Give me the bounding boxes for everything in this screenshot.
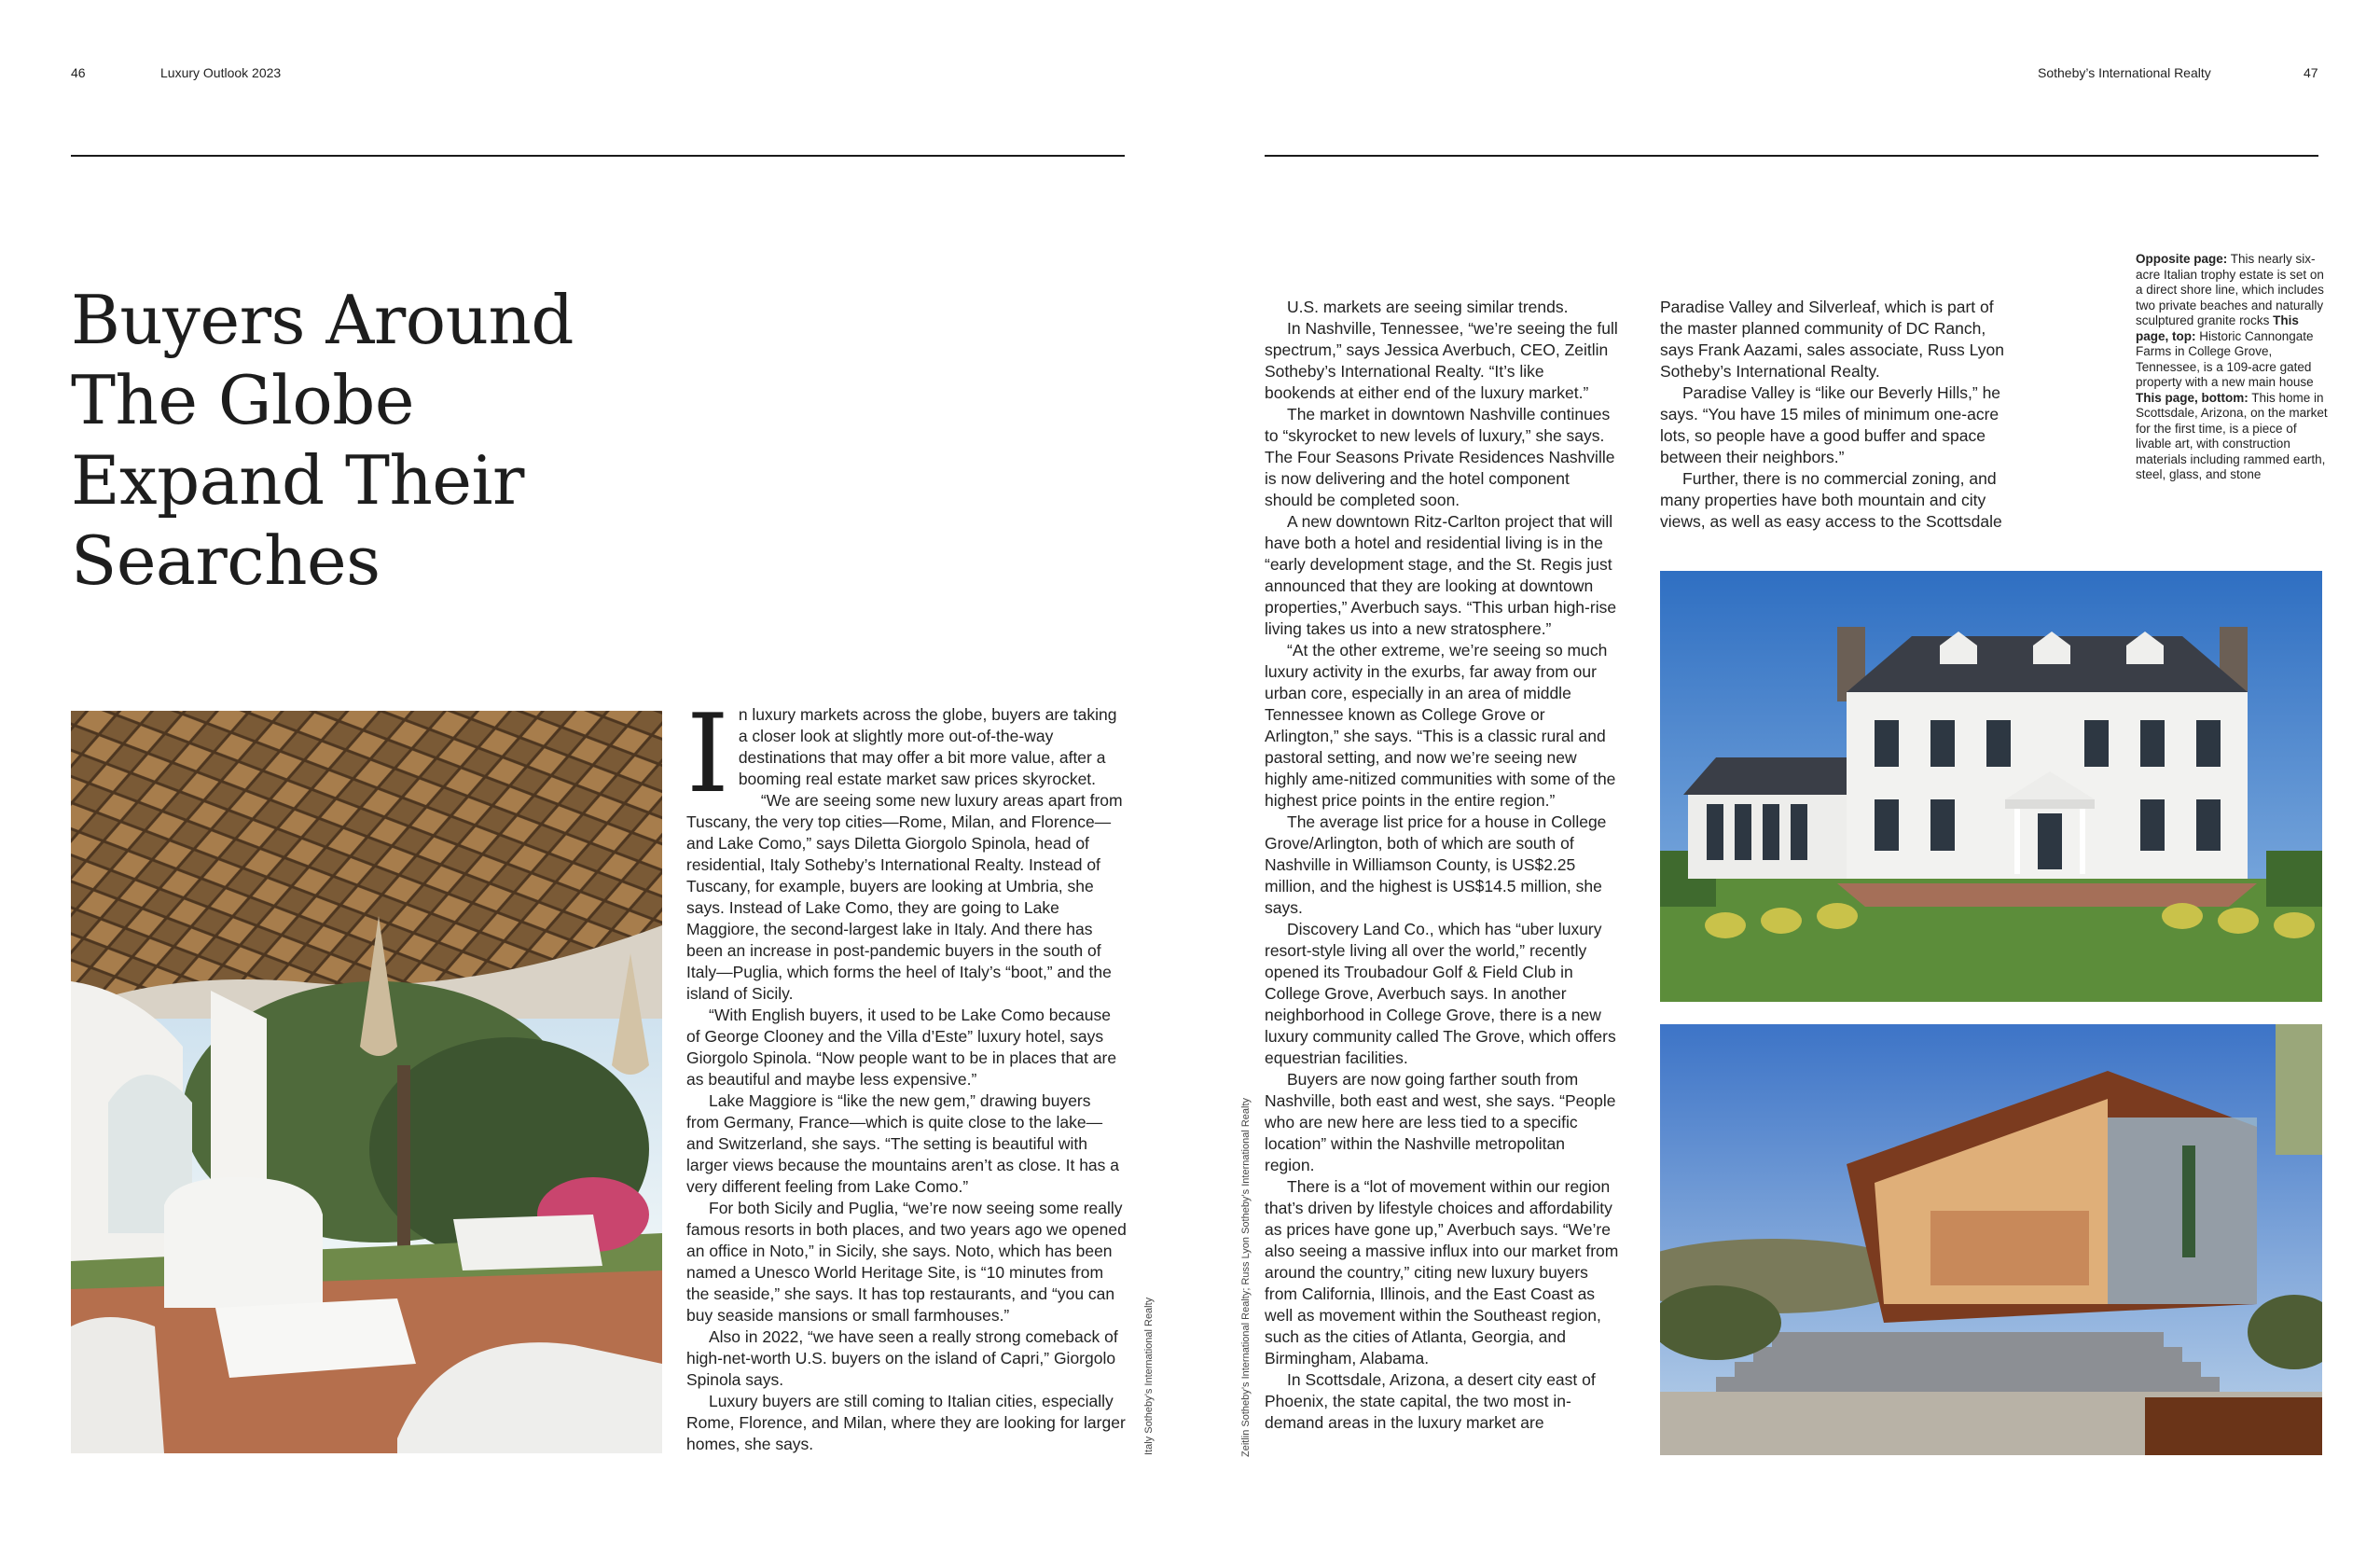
body-paragraph: Luxury buyers are still coming to Italian cities, especially Rome, Florence, and Milan, where they are looking for larger homes, she says. [686, 1392, 1126, 1453]
headline-line: Buyers Around [71, 281, 574, 359]
body-paragraph: A new downtown Ritz-Carlton project that will have both a hotel and residential living is in the “early development stage, and the St. Regis just announced that they are looking at downtown properties,” Averbuch says. “This urban high-rise living takes us into a new stratosphere.” [1265, 512, 1617, 638]
body-paragraph: “At the other extreme, we’re seeing so much luxury activity in the exurbs, far away from our urban core, especially in an area of middle Tennessee known as College Grove or Arlington,” she says. “This is a classic rural and pastoral setting, and now we’re seeing new highly ame-nitized communities with some of the highest price points in the entire region.” [1265, 641, 1616, 810]
body-paragraph: Buyers are now going farther south from Nashville, both east and west, she says. “People who are new here are less tied to a specific location” within the Nashville metropolitan region. [1265, 1070, 1616, 1174]
body-paragraph: There is a “lot of movement within our region that’s driven by lifestyle choices and affordability as prices have gone up,” Averbuch says. “We’re also seeing a massive influx into our market from around the country,” citing new luxury buyers from California, Illinois, and the East Coast as well as movement within the Southeast region, such as the cities of Atlanta, Georgia, and Birmingham, Alabama. [1265, 1177, 1619, 1367]
article-column-2 [1265, 297, 1619, 1434]
body-paragraph: Discovery Land Co., which has “uber luxury resort-style living all over the world,” recently opened its Troubadour Golf & Field Club in College Grove, Averbuch says. In another neighborhood in College Grove, there is a new luxury community called The Grove, which offers equestrian facilities. [1265, 920, 1616, 1067]
headline-line: The Globe [71, 361, 414, 439]
body-paragraph: Also in 2022, “we have seen a really strong comeback of high-net-worth U.S. buyers on the island of Capri,” Giorgolo Spinola says. [686, 1327, 1118, 1389]
article-column-3 [1660, 297, 2020, 533]
headline [71, 280, 593, 601]
right-page-number: 47 [2304, 65, 2318, 80]
photo-credit-right: Zeitlin Sotheby’s International Realty; Russ Lyon Sotheby’s International Realty [1240, 1097, 1252, 1457]
body-paragraph: Paradise Valley is “like our Beverly Hills,” he says. “You have 15 miles of minimum one-acre lots, so people have a good buffer and space between their neighbors.” [1660, 383, 2001, 466]
body-paragraph: The average list price for a house in College Grove/Arlington, both of which are south of Nashville in Williamson County, is US$2.25 million, and the highest is US$14.5 million, she says. [1265, 812, 1607, 917]
drop-cap: I [686, 691, 729, 817]
body-paragraph: Lake Maggiore is “like the new gem,” drawing buyers from Germany, France—which is quite close to the lake—and Switzerland, she says. “The setting is beautiful with larger views because the mountains aren’t as close. It has a very different feeling from Lake Como.” [686, 1091, 1119, 1196]
italian-terrace-photo [71, 711, 662, 1453]
photo-caption [2136, 252, 2332, 483]
tennessee-house-photo [1660, 571, 2322, 1002]
body-paragraph: In Nashville, Tennessee, “we’re seeing the full spectrum,” says Jessica Averbuch, CEO, Zeitlin Sotheby’s International Realty. “It’s like bookends at either end of the luxury market.” [1265, 319, 1618, 402]
body-paragraph: In Scottsdale, Arizona, a desert city east of Phoenix, the state capital, the two most in-demand areas in the luxury market are [1265, 1370, 1596, 1432]
body-paragraph: n luxury markets across the globe, buyers are taking a closer look at slightly more out-of-the-way destinations that may offer a bit more value, after a booming real estate market saw prices skyrocket. [738, 705, 1117, 788]
left-running-head: Luxury Outlook 2023 [160, 65, 282, 80]
body-paragraph: “We are seeing some new luxury areas apart from Tuscany, the very top cities—Rome, Milan, and Florence—and Lake Como,” says Diletta Giorgolo Spinola, head of residential, Italy Sotheby’s International Realty. Instead of Tuscany, for example, buyers are looking at Umbria, she says. Instead of Lake Como, they are going to Lake Maggiore, the second-largest lake in Italy. And there has been an increase in post-pandemic buyers in the south of Italy—Puglia, which forms the heel of Italy’s “boot,” and the island of Sicily. [686, 791, 1123, 1003]
body-paragraph: Paradise Valley and Silverleaf, which is part of the master planned community of DC Ranch, says Frank Aazami, sales associate, Russ Lyon Sotheby’s International Realty. [1660, 298, 2004, 381]
caption-label: Opposite page: [2136, 252, 2228, 266]
caption-label: This page, bottom: [2136, 390, 2249, 405]
caption-label: This page, top: [2136, 313, 2299, 343]
right-header-rule [1265, 155, 2318, 157]
body-paragraph: The market in downtown Nashville continues to “skyrocket to new levels of luxury,” she says. The Four Seasons Private Residences Nashville is now delivering and the hotel component should be completed soon. [1265, 405, 1615, 509]
photo-credit-left: Italy Sotheby’s International Realty [1143, 1297, 1155, 1455]
article-column-1 [686, 691, 1127, 1455]
caption-text: Historic Cannongate Farms in College Grove, Tennessee, is a 109-acre gated property with a new main house [2136, 328, 2314, 389]
headline-line: Expand Their [71, 441, 524, 520]
body-paragraph: For both Sicily and Puglia, “we’re now seeing some really famous resorts in both places, and two years ago we opened an office in Noto,” in Sicily, she says. Noto, which has been named a Unesco World Heritage Site, is “10 minutes from the seaside,” she says. It has top restaurants, and “you can buy seaside mansions or small farmhouses.” [686, 1199, 1127, 1325]
scottsdale-home-photo [1660, 1024, 2322, 1455]
headline-line: Searches [71, 521, 381, 600]
caption-text: This nearly six-acre Italian trophy estate is set on a direct shore line, which includes two private beaches and naturally sculptured granite rocks [2136, 252, 2324, 327]
body-paragraph: “With English buyers, it used to be Lake Como because of George Clooney and the Villa d’Este” luxury hotel, says Giorgolo Spinola. “Now people want to be in places that are as beautiful and maybe less expensive.” [686, 1006, 1117, 1089]
body-paragraph: Further, there is no commercial zoning, and many properties have both mountain and city views, as well as easy access to the Scottsdale [1660, 469, 2002, 531]
left-header-rule [71, 155, 1125, 157]
body-paragraph: U.S. markets are seeing similar trends. [1287, 298, 1569, 316]
right-running-head: Sotheby’s International Realty [2038, 65, 2211, 80]
left-page-number: 46 [71, 65, 86, 80]
caption-text: This home in Scottsdale, Arizona, on the market for the first time, is a piece of livable art, with construction materials including rammed earth, steel, glass, and stone [2136, 390, 2328, 481]
